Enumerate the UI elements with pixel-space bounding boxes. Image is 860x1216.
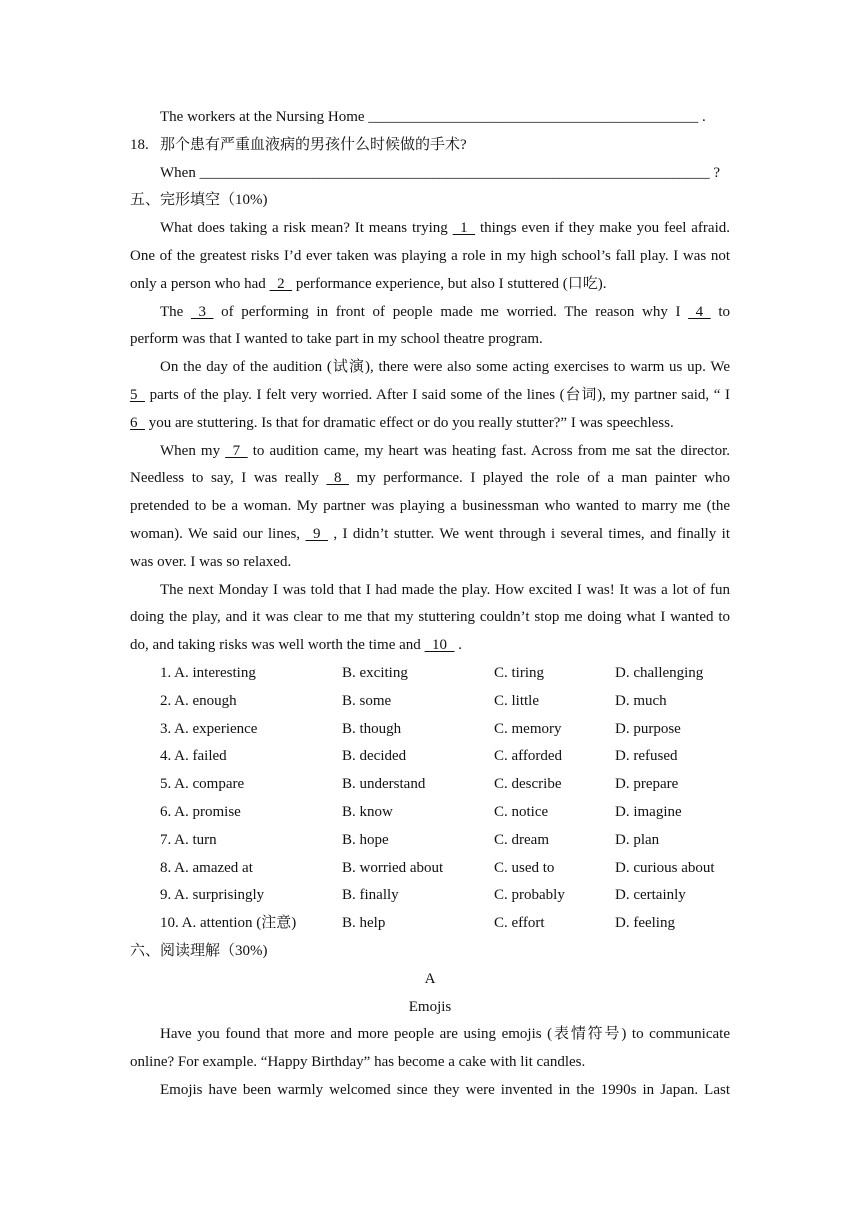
passage-line: The next Monday I was told that I had made the play. How excited I was! It was a lot of fun — [160, 581, 730, 598]
passage-text: my performance. I played the role of a man painter who — [348, 470, 730, 487]
option-c: C. probably — [494, 887, 565, 904]
option-a: 4. A. failed — [160, 748, 227, 765]
option-b: B. worried about — [342, 859, 444, 876]
passage-line — [130, 215, 730, 243]
option-b: B. know — [342, 803, 393, 820]
option-row — [130, 716, 730, 744]
option-c: C. effort — [494, 915, 545, 932]
passage-line: Have you found that more and more people are using emojis (表情符号) to communicate — [160, 1026, 730, 1043]
passage-line — [130, 299, 730, 327]
document-page — [130, 104, 730, 1105]
blank-5: 5 — [130, 386, 145, 403]
option-b: B. decided — [342, 748, 407, 765]
q18-question — [130, 132, 730, 160]
passage-line — [130, 382, 730, 410]
option-a: 10. A. attention (注意) — [160, 915, 297, 932]
option-row — [130, 688, 730, 716]
option-c: C. used to — [494, 859, 555, 876]
option-c: C. notice — [494, 803, 549, 820]
option-d: D. challenging — [615, 664, 704, 681]
option-row — [130, 799, 730, 827]
blank-7: 7 — [225, 442, 248, 459]
passage-text: . — [454, 637, 463, 654]
option-row — [130, 882, 730, 910]
blank-10: 10 — [424, 637, 455, 654]
option-d: D. certainly — [615, 887, 686, 904]
option-b: B. exciting — [342, 664, 408, 681]
option-row — [130, 743, 730, 771]
option-a: 6. A. promise — [160, 803, 241, 820]
option-c: C. afforded — [494, 748, 563, 765]
option-row — [130, 660, 730, 688]
option-b: B. help — [342, 915, 386, 932]
q18-chinese: 那个患有严重血液病的男孩什么时候做的手术? — [160, 136, 467, 153]
option-a: 7. A. turn — [160, 831, 217, 848]
passage-text: What does taking a risk mean? It means trying — [160, 220, 453, 237]
option-d: D. refused — [615, 748, 678, 765]
option-d: D. feeling — [615, 915, 675, 932]
blank-9: 9 — [305, 525, 328, 542]
passage-line: online? For example. “Happy Birthday” has become a cake with lit candles. — [130, 1054, 586, 1071]
passage-text: of performing in front of people made me worried. The reason why I — [213, 303, 689, 320]
passage-line: pretended to be a woman. My partner was playing a businessman who wanted to marry me (the — [130, 498, 730, 515]
option-row — [130, 827, 730, 855]
q18-answer-line: When ____________________________________________________________________ ? — [160, 164, 720, 181]
passage-text: The — [160, 303, 191, 320]
passage-text: to audition came, my heart was heating fast. Across from me sat the director. — [247, 442, 731, 459]
reading-label: A — [424, 970, 436, 987]
option-c: C. tiring — [494, 664, 545, 681]
section5-title: 五、完形填空（10%) — [130, 192, 268, 209]
reading-title: Emojis — [408, 998, 452, 1015]
option-a: 8. A. amazed at — [160, 859, 253, 876]
q17-answer-line: The workers at the Nursing Home ____________________________________________ . — [160, 109, 706, 125]
option-d: D. prepare — [615, 776, 679, 793]
passage-line — [130, 271, 730, 299]
passage-text: performance experience, but also I stuttered (口吃). — [292, 275, 607, 292]
option-b: B. understand — [342, 776, 426, 793]
option-a: 2. A. enough — [160, 692, 237, 709]
option-a: 1. A. interesting — [160, 664, 256, 681]
passage-line: was over. I was so relaxed. — [130, 553, 292, 570]
passage-text: Needless to say, I was really — [130, 470, 327, 487]
passage-text: only a person who had — [130, 275, 270, 292]
option-b: B. hope — [342, 831, 389, 848]
passage-line: doing the play, and it was clear to me that my stuttering couldn’t stop me doing what I wanted to — [130, 609, 730, 626]
option-c: C. describe — [494, 776, 562, 793]
option-d: D. imagine — [615, 803, 682, 820]
passage-text: When my — [160, 442, 226, 459]
options-list — [130, 660, 730, 938]
passage-line — [130, 632, 730, 660]
passage-line — [130, 438, 730, 466]
option-d: D. plan — [615, 831, 660, 848]
option-a: 9. A. surprisingly — [160, 887, 265, 904]
option-b: B. some — [342, 692, 392, 709]
passage-line: perform was that I wanted to take part in my school theatre program. — [130, 331, 543, 348]
passage-line — [130, 410, 730, 438]
option-d: D. curious about — [615, 859, 715, 876]
passage-line — [130, 521, 730, 549]
option-b: B. though — [342, 720, 402, 737]
option-c: C. little — [494, 692, 539, 709]
option-d: D. much — [615, 692, 667, 709]
option-row — [130, 910, 730, 938]
option-row — [130, 855, 730, 883]
section6-title: 六、阅读理解（30%) — [130, 942, 268, 959]
passage-line: On the day of the audition (试演), there were also some acting exercises to warm us up. We — [160, 359, 730, 376]
blank-2: 2 — [269, 275, 293, 292]
passage-text: , I didn’t stutter. We went through i several times, and finally it — [327, 525, 731, 542]
option-c: C. memory — [494, 720, 562, 737]
option-c: C. dream — [494, 831, 549, 848]
passage-line: Emojis have been warmly welcomed since they were invented in the 1990s in Japan. Last — [160, 1081, 730, 1098]
passage-line: One of the greatest risks I’d ever taken was playing a role in my high school’s fall play. I was not — [130, 247, 730, 264]
passage-text: do, and taking risks was well worth the time and — [130, 637, 425, 654]
blank-6: 6 — [130, 414, 145, 431]
passage-line — [130, 465, 730, 493]
option-row — [130, 771, 730, 799]
passage-text: to — [710, 303, 730, 320]
passage-text: you are stuttering. Is that for dramatic effect or do you really stutter?” I was speechless. — [145, 414, 674, 431]
q18-number: 18. — [130, 136, 149, 153]
option-d: D. purpose — [615, 720, 681, 737]
passage-text: woman). We said our lines, — [130, 525, 306, 542]
blank-8: 8 — [326, 470, 349, 487]
passage-text: things even if they make you feel afraid. — [475, 220, 730, 237]
blank-4: 4 — [688, 303, 711, 320]
option-a: 3. A. experience — [160, 720, 258, 737]
blank-3: 3 — [190, 303, 214, 320]
passage-text: parts of the play. I felt very worried. After I said some of the lines (台词), my partner said, “ I — [145, 386, 730, 403]
blank-1: 1 — [452, 220, 476, 237]
option-a: 5. A. compare — [160, 776, 245, 793]
option-b: B. finally — [342, 887, 399, 904]
